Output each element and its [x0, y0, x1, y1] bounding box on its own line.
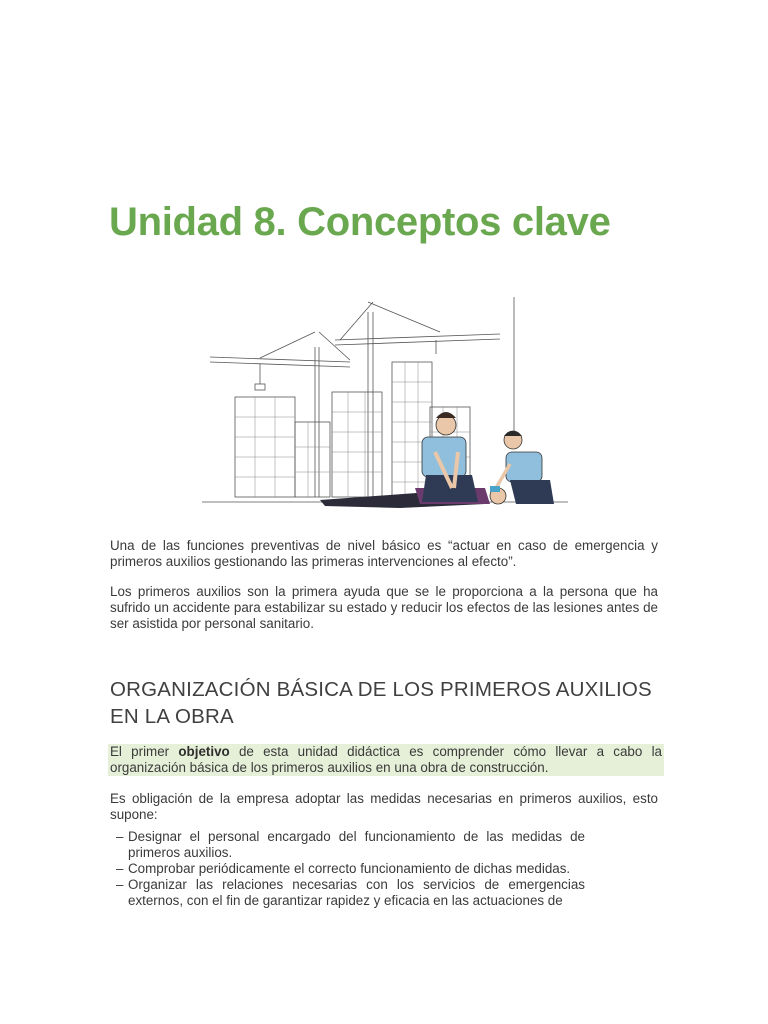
objective-highlight: [108, 744, 664, 776]
list-item: [116, 877, 585, 909]
objective-bold: objetivo: [178, 744, 230, 759]
objective-text-after: de esta unidad didáctica es comprender cómo llevar a cabo la organización básica de los primeros auxilios en una obra de construcción.: [110, 744, 662, 775]
first-aid-construction-illustration: [200, 292, 570, 516]
obligation-list: [116, 829, 585, 909]
page-title: Unidad 8. Conceptos clave: [109, 200, 611, 244]
list-item-text: Designar el personal encargado del funcionamiento de las medidas de primeros auxilios.: [128, 829, 585, 860]
list-item: [116, 829, 585, 861]
definition-paragraph: Los primeros auxilios son la primera ayuda que se le proporciona a la persona que ha sufrido un accidente para estabilizar su estado y reducir los efectos de las lesiones antes de ser asistida por personal sanitario.: [110, 584, 658, 631]
list-item: [116, 861, 585, 877]
section-title: ORGANIZACIÓN BÁSICA DE LOS PRIMEROS AUXILIOS EN LA OBRA: [110, 678, 652, 728]
list-item-text: Comprobar periódicamente el correcto funcionamiento de dichas medidas.: [128, 861, 571, 876]
intro-paragraph: Una de las funciones preventivas de nivel básico es “actuar en caso de emergencia y primeros auxilios gestionando las primeras intervenciones al efecto”.: [110, 538, 658, 569]
bullet-dash: –: [116, 861, 124, 876]
list-item-text: Organizar las relaciones necesarias con los servicios de emergencias externos, con el fin de garantizar rapidez y eficacia en las actuaciones de: [128, 877, 585, 908]
obligation-paragraph: Es obligación de la empresa adoptar las medidas necesarias en primeros auxilios, esto supone:: [110, 791, 658, 822]
bullet-dash: –: [116, 877, 124, 892]
objective-text-before: El primer: [110, 744, 179, 759]
bullet-dash: –: [116, 829, 124, 844]
